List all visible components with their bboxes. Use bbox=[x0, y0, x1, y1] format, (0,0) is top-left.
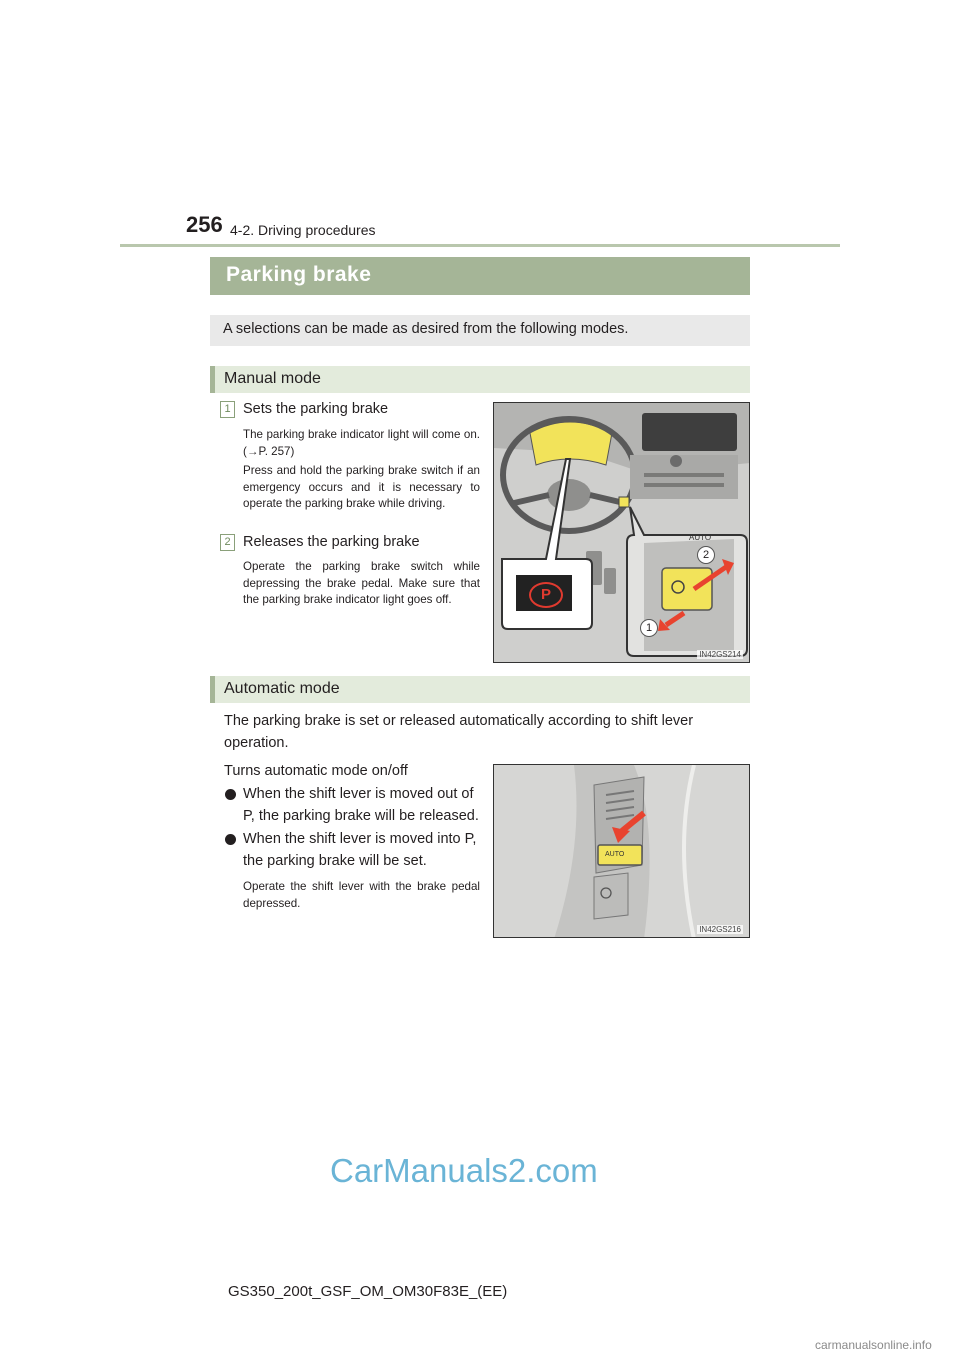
title-bar bbox=[210, 257, 750, 295]
parking-brake-indicator-icon: P bbox=[529, 582, 563, 608]
step-1-note-1: The parking brake indicator light will come on. (→P. 257) bbox=[243, 428, 480, 458]
section-label: 4-2. Driving procedures bbox=[230, 222, 376, 238]
automatic-mode-heading: Automatic mode bbox=[224, 680, 340, 697]
watermark: CarManuals2.com bbox=[330, 1152, 598, 1189]
auto-switch-figure bbox=[493, 764, 750, 938]
figure-code: IN42GS214 bbox=[699, 650, 741, 659]
dashboard-figure bbox=[493, 402, 750, 663]
automatic-bullet-2: When the shift lever is moved into P, the parking brake will be set. bbox=[243, 831, 477, 869]
auto-switch-label: AUTO bbox=[689, 533, 712, 542]
automatic-mode-heading-bar bbox=[210, 676, 750, 703]
step-1-note-2: Press and hold the parking brake switch if an emergency occurs and it is necessary to operate the parking brake while driving. bbox=[243, 464, 480, 510]
automatic-toggle-label: Turns automatic mode on/off bbox=[224, 763, 408, 779]
step-2-badge: 2 bbox=[220, 534, 235, 551]
automatic-mode-description: The parking brake is set or released automatically according to shift lever operation. bbox=[224, 713, 694, 751]
manual-mode-heading-bar bbox=[210, 366, 750, 393]
dashboard-illustration bbox=[494, 403, 750, 663]
step-1-badge: 1 bbox=[220, 401, 235, 418]
page-number: 256 bbox=[186, 212, 223, 237]
callout-1-icon: 1 bbox=[640, 619, 658, 637]
auto-button-label: AUTO bbox=[605, 851, 625, 858]
footer-code: GS350_200t_GSF_OM_OM30F83E_(EE) bbox=[228, 1283, 508, 1300]
bullet-icon bbox=[225, 834, 236, 845]
figure-code: IN42GS216 bbox=[699, 925, 741, 934]
intro-box bbox=[210, 315, 750, 346]
page-title: Parking brake bbox=[226, 263, 372, 286]
step-2-title: Releases the parking brake bbox=[243, 534, 420, 550]
watermark-small: carmanualsonline.info bbox=[815, 1338, 932, 1352]
step-1-title: Sets the parking brake bbox=[243, 401, 389, 417]
automatic-note: Operate the shift lever with the brake pedal depressed. bbox=[243, 880, 480, 910]
step-2-note: Operate the parking brake switch while depressing the brake pedal. Make sure that the parking brake indicator light goes off. bbox=[243, 560, 480, 606]
intro-text: A selections can be made as desired from the following modes. bbox=[223, 321, 629, 337]
callout-2-icon: 2 bbox=[697, 546, 715, 564]
bullet-icon bbox=[225, 789, 236, 800]
header-divider bbox=[120, 244, 840, 247]
automatic-bullet-1: When the shift lever is moved out of P, the parking brake will be released. bbox=[243, 786, 479, 824]
manual-mode-heading: Manual mode bbox=[224, 370, 321, 387]
